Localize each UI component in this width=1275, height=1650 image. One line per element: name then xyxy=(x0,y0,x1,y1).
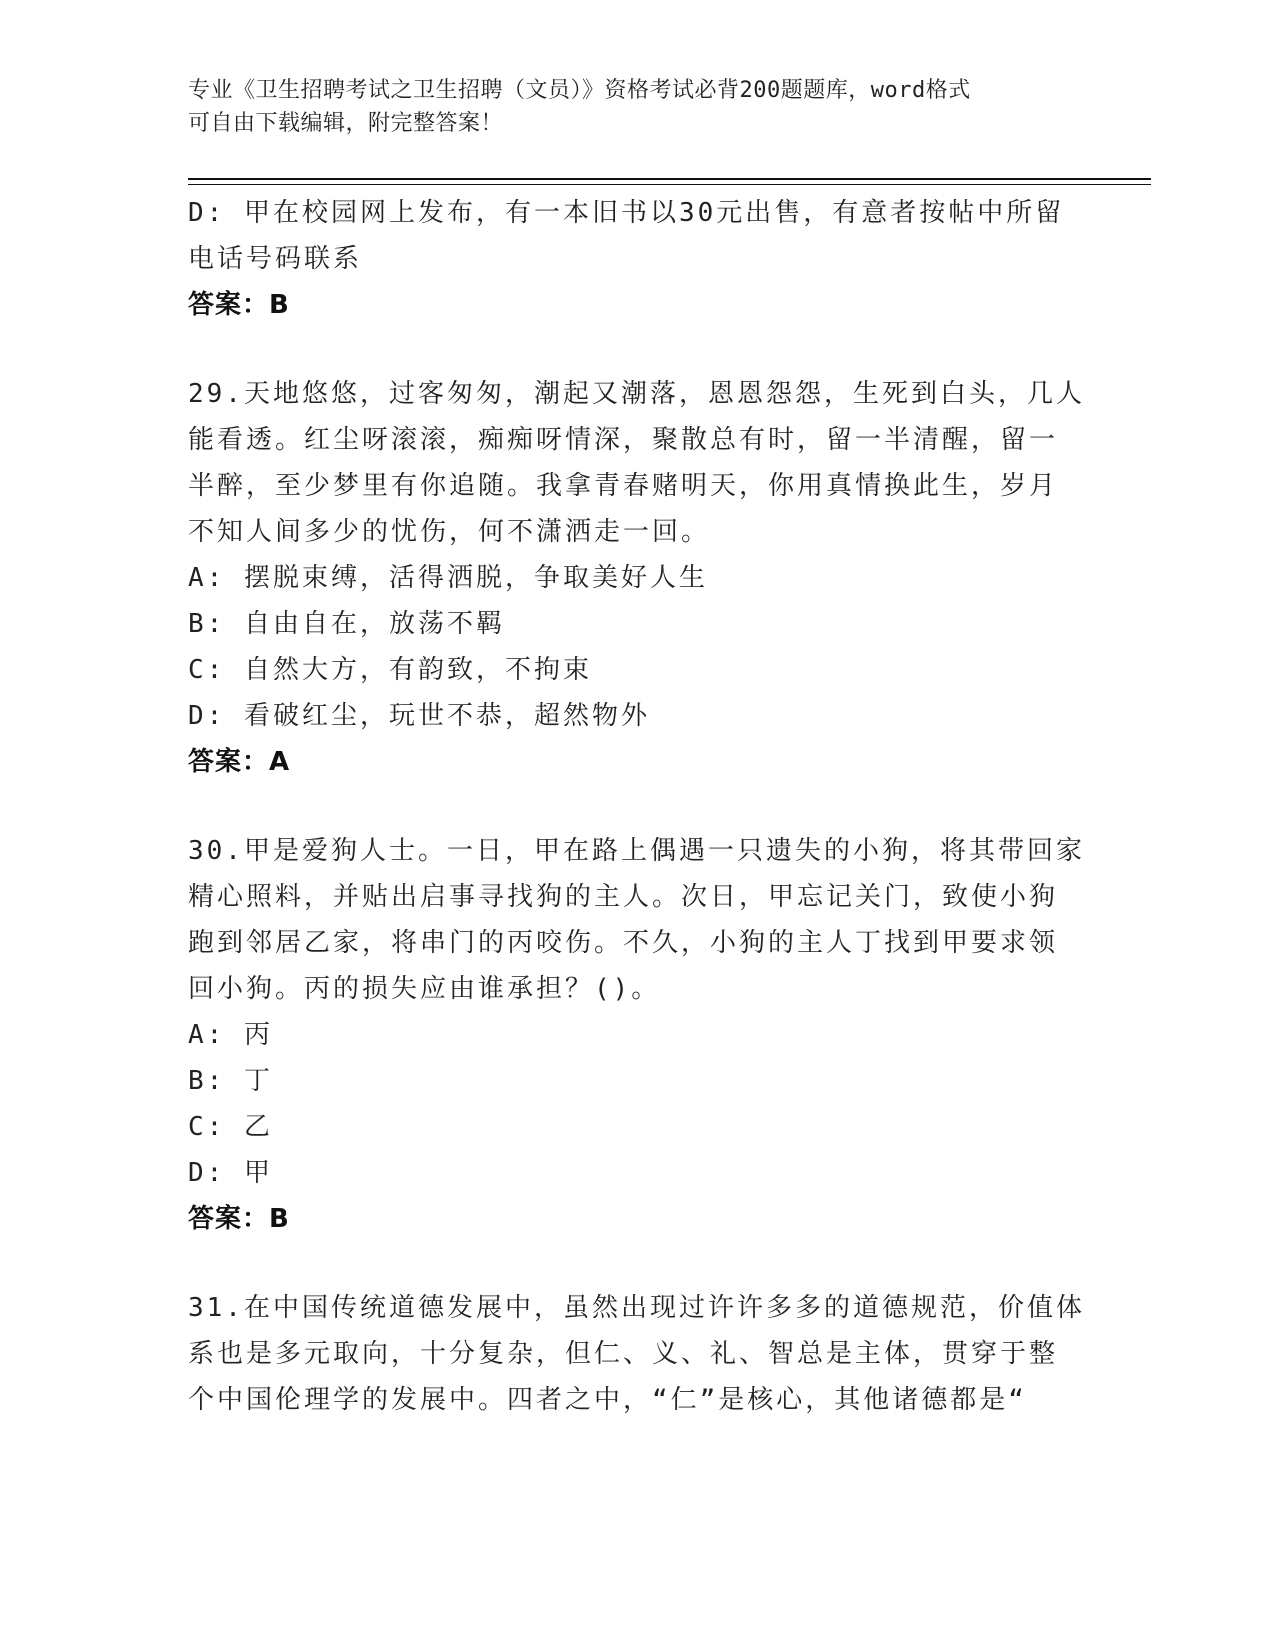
question-30-option-c: C: 乙 xyxy=(188,1112,273,1142)
question-29-stem-line: 29.天地悠悠，过客匆匆，潮起又潮落，恩恩怨怨，生死到白头，几人 xyxy=(188,379,1085,409)
question-30-option-d: D: 甲 xyxy=(188,1158,273,1188)
question-29-answer: 答案：A xyxy=(188,747,291,777)
question-30-option-a: A: 丙 xyxy=(188,1020,273,1050)
question-29-option-b: B: 自由自在，放荡不羁 xyxy=(188,609,505,639)
header-divider-thin xyxy=(188,184,1151,185)
document-body xyxy=(188,190,1085,1423)
question-gap xyxy=(188,328,1068,371)
question-29 xyxy=(188,371,1085,785)
question-28-option-d-line-2: 电话号码联系 xyxy=(188,244,363,274)
question-29-option-d: D: 看破红尘，玩世不恭，超然物外 xyxy=(188,701,650,731)
question-gap xyxy=(188,785,1068,828)
question-29-stem-line: 半醉，至少梦里有你追随。我拿青春赌明天，你用真情换此生，岁月 xyxy=(188,471,1059,501)
question-30-stem-line: 回小狗。丙的损失应由谁承担？()。 xyxy=(188,974,661,1004)
question-30-stem-line: 精心照料，并贴出启事寻找狗的主人。次日，甲忘记关门，致使小狗 xyxy=(188,882,1059,912)
question-31 xyxy=(188,1285,1085,1423)
question-31-stem-line: 系也是多元取向，十分复杂，但仁、义、礼、智总是主体，贯穿于整 xyxy=(188,1339,1059,1369)
header-line-1: 专业《卫生招聘考试之卫生招聘（文员）》资格考试必背200题题库，word格式 xyxy=(188,78,971,103)
question-30-stem-line: 跑到邻居乙家，将串门的丙咬伤。不久，小狗的主人丁找到甲要求领 xyxy=(188,928,1059,958)
question-29-stem-line: 能看透。红尘呀滚滚，痴痴呀情深，聚散总有时，留一半清醒，留一 xyxy=(188,425,1059,455)
question-30-option-b: B: 丁 xyxy=(188,1066,273,1096)
question-gap xyxy=(188,1242,1068,1285)
question-31-stem-line: 个中国伦理学的发展中。四者之中，“仁”是核心，其他诸德都是“ xyxy=(188,1385,1027,1415)
question-30-answer: 答案：B xyxy=(188,1204,290,1234)
question-28-tail xyxy=(188,190,1068,328)
question-30 xyxy=(188,828,1085,1242)
question-29-option-a: A: 摆脱束缚，活得洒脱，争取美好人生 xyxy=(188,563,708,593)
question-29-option-c: C: 自然大方，有韵致，不拘束 xyxy=(188,655,592,685)
header-line-2: 可自由下载编辑，附完整答案！ xyxy=(188,111,504,136)
question-31-stem-line: 31.在中国传统道德发展中，虽然出现过许许多多的道德规范，价值体 xyxy=(188,1293,1085,1323)
question-30-stem-line: 30.甲是爱狗人士。一日，甲在路上偶遇一只遗失的小狗，将其带回家 xyxy=(188,836,1085,866)
document-header xyxy=(188,74,1068,140)
question-28-answer: 答案：B xyxy=(188,290,290,320)
question-28-option-d-line-1: D: 甲在校园网上发布，有一本旧书以30元出售，有意者按帖中所留 xyxy=(188,198,1065,228)
question-29-stem-line: 不知人间多少的忧伤，何不潇洒走一回。 xyxy=(188,517,711,547)
header-divider-thick xyxy=(188,178,1151,180)
